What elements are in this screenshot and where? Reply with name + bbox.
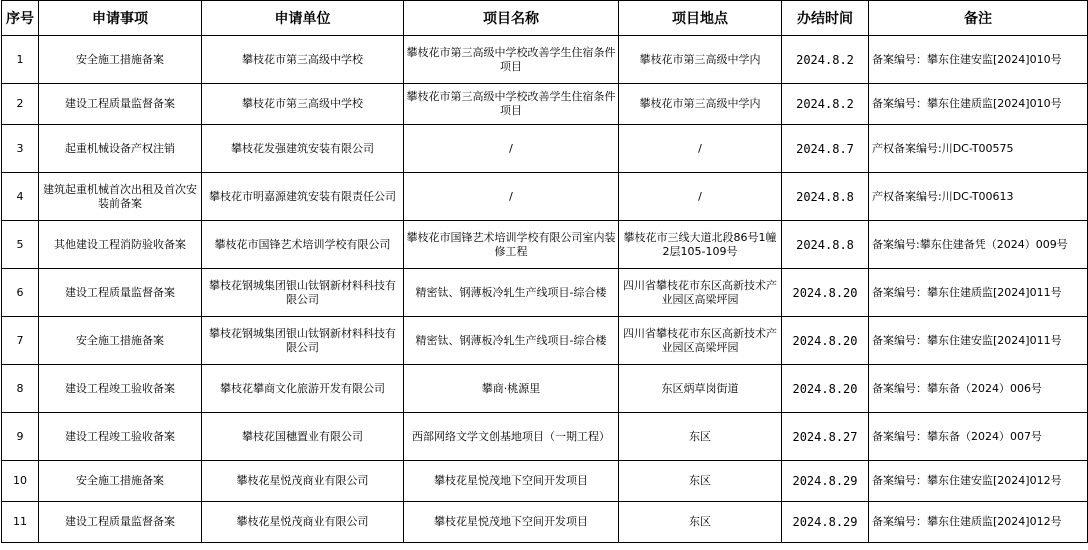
- table-row: [2, 221, 1088, 269]
- header-location: 项目地点: [619, 1, 782, 36]
- table-row: [2, 125, 1088, 173]
- cell-date: 2024.8.20: [782, 365, 869, 413]
- cell-date: 2024.8.8: [782, 173, 869, 221]
- cell-date: 2024.8.29: [782, 502, 869, 543]
- cell-unit: 攀枝花钢城集团银山钛钢新材料科技有限公司: [202, 317, 404, 365]
- cell-unit: 攀枝花星悦茂商业有限公司: [202, 461, 404, 502]
- cell-note: 备案编号：攀东住建安监[2024]012号: [869, 461, 1088, 502]
- cell-item: 起重机械设备产权注销: [39, 125, 202, 173]
- cell-location: 攀枝花市第三高级中学内: [619, 36, 782, 84]
- cell-location: 东区: [619, 461, 782, 502]
- header-project: 项目名称: [404, 1, 619, 36]
- cell-unit: 攀枝花市第三高级中学校: [202, 36, 404, 84]
- header-item: 申请事项: [39, 1, 202, 36]
- header-no: 序号: [2, 1, 39, 36]
- cell-date: 2024.8.7: [782, 125, 869, 173]
- header-date: 办结时间: [782, 1, 869, 36]
- cell-project: 精密钛、钢薄板冷轧生产线项目-综合楼: [404, 317, 619, 365]
- cell-project: 攀商·桃源里: [404, 365, 619, 413]
- cell-project: 精密钛、钢薄板冷轧生产线项目-综合楼: [404, 269, 619, 317]
- cell-project: 西部网络文学文创基地项目（一期工程）: [404, 413, 619, 461]
- cell-date: 2024.8.27: [782, 413, 869, 461]
- cell-no: 2: [2, 84, 39, 125]
- cell-no: 5: [2, 221, 39, 269]
- cell-no: 7: [2, 317, 39, 365]
- cell-no: 10: [2, 461, 39, 502]
- cell-no: 6: [2, 269, 39, 317]
- cell-item: 建设工程竣工验收备案: [39, 413, 202, 461]
- cell-unit: 攀枝花钢城集团银山钛钢新材料科技有限公司: [202, 269, 404, 317]
- cell-date: 2024.8.29: [782, 461, 869, 502]
- cell-location: 东区: [619, 502, 782, 543]
- cell-project: 攀枝花星悦茂地下空间开发项目: [404, 502, 619, 543]
- cell-item: 建设工程竣工验收备案: [39, 365, 202, 413]
- table-row: [2, 317, 1088, 365]
- cell-date: 2024.8.8: [782, 221, 869, 269]
- cell-item: 其他建设工程消防验收备案: [39, 221, 202, 269]
- cell-location: /: [619, 125, 782, 173]
- cell-location: 东区炳草岗街道: [619, 365, 782, 413]
- cell-item: 安全施工措施备案: [39, 461, 202, 502]
- cell-item: 安全施工措施备案: [39, 317, 202, 365]
- table-row: [2, 365, 1088, 413]
- table-row: [2, 269, 1088, 317]
- header-row: [2, 1, 1088, 36]
- cell-date: 2024.8.2: [782, 84, 869, 125]
- cell-unit: 攀枝花星悦茂商业有限公司: [202, 502, 404, 543]
- cell-location: 四川省攀枝花市东区高新技术产业园区高梁坪园: [619, 269, 782, 317]
- cell-no: 4: [2, 173, 39, 221]
- cell-project: 攀枝花星悦茂地下空间开发项目: [404, 461, 619, 502]
- header-note: 备注: [869, 1, 1088, 36]
- cell-item: 建设工程质量监督备案: [39, 502, 202, 543]
- cell-note: 备案编号：攀东住建质监[2024]010号: [869, 84, 1088, 125]
- cell-no: 1: [2, 36, 39, 84]
- cell-no: 3: [2, 125, 39, 173]
- table-row: [2, 461, 1088, 502]
- cell-unit: 攀枝花市明嘉源建筑安装有限责任公司: [202, 173, 404, 221]
- cell-unit: 攀枝花市第三高级中学校: [202, 84, 404, 125]
- cell-note: 备案编号：攀东住建安监[2024]011号: [869, 317, 1088, 365]
- cell-project: 攀枝花市第三高级中学校改善学生住宿条件项目: [404, 84, 619, 125]
- cell-no: 9: [2, 413, 39, 461]
- cell-note: 备案编号：攀东住建质监[2024]011号: [869, 269, 1088, 317]
- cell-no: 11: [2, 502, 39, 543]
- cell-project: 攀枝花市第三高级中学校改善学生住宿条件项目: [404, 36, 619, 84]
- cell-unit: 攀枝花攀商文化旅游开发有限公司: [202, 365, 404, 413]
- cell-item: 建设工程质量监督备案: [39, 84, 202, 125]
- cell-note: 产权备案编号:川DC-T00613: [869, 173, 1088, 221]
- cell-unit: 攀枝花发强建筑安装有限公司: [202, 125, 404, 173]
- cell-unit: 攀枝花市国锋艺术培训学校有限公司: [202, 221, 404, 269]
- table-row: [2, 36, 1088, 84]
- filing-table: [1, 0, 1088, 543]
- cell-no: 8: [2, 365, 39, 413]
- cell-note: 备案编号:攀东住建备凭（2024）009号: [869, 221, 1088, 269]
- table-row: [2, 502, 1088, 543]
- cell-project: /: [404, 125, 619, 173]
- table-row: [2, 173, 1088, 221]
- cell-location: 攀枝花市第三高级中学内: [619, 84, 782, 125]
- cell-item: 安全施工措施备案: [39, 36, 202, 84]
- cell-location: 四川省攀枝花市东区高新技术产业园区高梁坪园: [619, 317, 782, 365]
- cell-note: 备案编号：攀东住建安监[2024]010号: [869, 36, 1088, 84]
- cell-date: 2024.8.20: [782, 317, 869, 365]
- cell-project: 攀枝花市国锋艺术培训学校有限公司室内装修工程: [404, 221, 619, 269]
- cell-unit: 攀枝花国穗置业有限公司: [202, 413, 404, 461]
- cell-location: 东区: [619, 413, 782, 461]
- cell-note: 备案编号：攀东备（2024）007号: [869, 413, 1088, 461]
- cell-location: /: [619, 173, 782, 221]
- cell-note: 备案编号：攀东住建质监[2024]012号: [869, 502, 1088, 543]
- cell-date: 2024.8.2: [782, 36, 869, 84]
- table-row: [2, 413, 1088, 461]
- cell-item: 建筑起重机械首次出租及首次安装前备案: [39, 173, 202, 221]
- table-row: [2, 84, 1088, 125]
- header-unit: 申请单位: [202, 1, 404, 36]
- cell-date: 2024.8.20: [782, 269, 869, 317]
- cell-location: 攀枝花市三线大道北段86号1幢2层105-109号: [619, 221, 782, 269]
- cell-project: /: [404, 173, 619, 221]
- cell-note: 备案编号：攀东备（2024）006号: [869, 365, 1088, 413]
- cell-note: 产权备案编号:川DC-T00575: [869, 125, 1088, 173]
- cell-item: 建设工程质量监督备案: [39, 269, 202, 317]
